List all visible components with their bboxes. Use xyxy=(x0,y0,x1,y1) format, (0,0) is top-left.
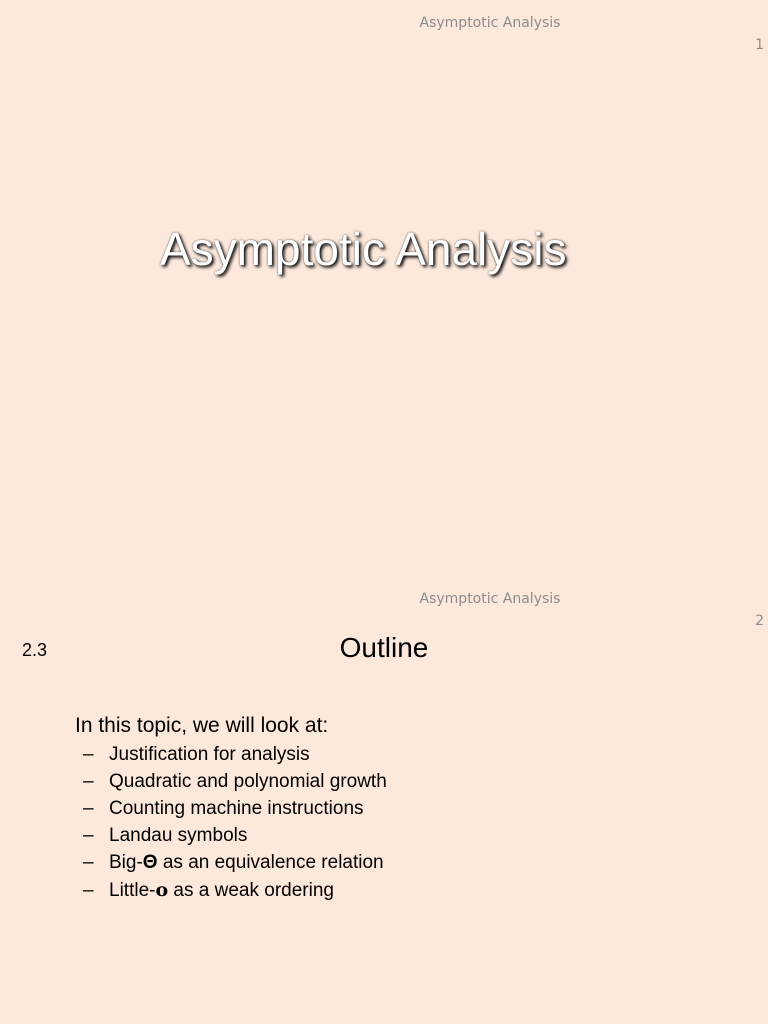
list-item-text-pre: Little- xyxy=(109,880,156,901)
list-item-text: Quadratic and polynomial growth xyxy=(109,771,387,792)
list-item-text-post: as a weak ordering xyxy=(168,880,334,901)
list-item xyxy=(83,879,387,906)
slide-2 xyxy=(0,576,768,1024)
slide-title: Asymptotic Analysis xyxy=(160,223,567,275)
theta-symbol: Θ xyxy=(142,852,158,873)
bullet-dash: – xyxy=(83,852,94,873)
bullet-dash: – xyxy=(83,880,94,901)
bullet-dash: – xyxy=(83,825,94,846)
outline-list xyxy=(83,744,387,906)
list-item xyxy=(83,744,387,771)
bullet-dash: – xyxy=(83,798,94,819)
page-number: 2 xyxy=(755,613,764,629)
section-number: 2.3 xyxy=(22,640,48,660)
intro-text: In this topic, we will look at: xyxy=(75,714,329,737)
bullet-dash: – xyxy=(83,771,94,792)
list-item-text: Counting machine instructions xyxy=(109,798,364,819)
running-header: Asymptotic Analysis xyxy=(419,591,561,607)
list-item xyxy=(83,771,387,798)
list-item xyxy=(83,852,387,879)
list-item-text-post: as an equivalence relation xyxy=(157,852,384,873)
bullet-dash: – xyxy=(83,744,94,765)
little-o-symbol: o xyxy=(155,879,169,901)
list-item xyxy=(83,825,387,852)
list-item xyxy=(83,798,387,825)
running-header: Asymptotic Analysis xyxy=(419,15,561,31)
list-item-text: Justification for analysis xyxy=(109,744,310,765)
page-number: 1 xyxy=(755,37,764,53)
list-item-text-pre: Big- xyxy=(109,852,143,873)
slide-title: Outline xyxy=(339,632,429,663)
list-item-text: Landau symbols xyxy=(109,825,248,846)
